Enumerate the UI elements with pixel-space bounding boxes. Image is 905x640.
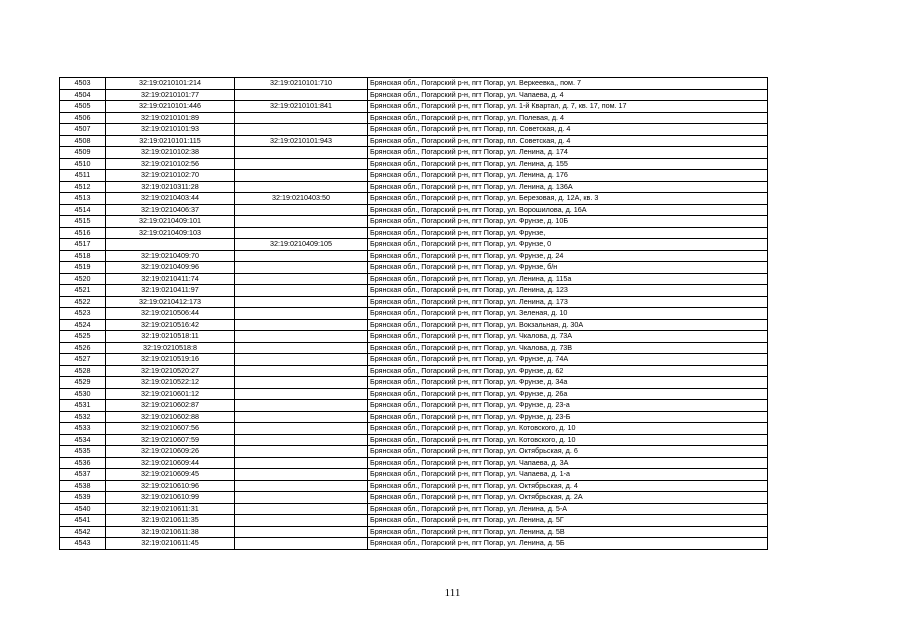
related-cadastral-number-cell: 32:19:0210403:50 [235,193,368,205]
cadastral-number-cell: 32:19:0210101:214 [106,78,235,90]
table-row [60,158,768,170]
row-number-cell: 4525 [60,331,106,343]
cadastral-number-cell: 32:19:0210101:446 [106,101,235,113]
cadastral-number-cell: 32:19:0210607:59 [106,434,235,446]
address-cell: Брянская обл., Погарский р-н, пгт Погар, ул. Веркеевка,, пом. 7 [368,78,768,90]
cadastral-number-cell: 32:19:0210602:88 [106,411,235,423]
table-row [60,262,768,274]
address-cell: Брянская обл., Погарский р-н, пгт Погар, ул. 1-й Квартал, д. 7, кв. 17, пом. 17 [368,101,768,113]
related-cadastral-number-cell [235,296,368,308]
related-cadastral-number-cell [235,285,368,297]
related-cadastral-number-cell [235,503,368,515]
address-cell: Брянская обл., Погарский р-н, пгт Погар, ул. Фрунзе, б/н [368,262,768,274]
address-cell: Брянская обл., Погарский р-н, пгт Погар, ул. Фрунзе, д. 62 [368,365,768,377]
row-number-cell: 4536 [60,457,106,469]
row-number-cell: 4521 [60,285,106,297]
table-row [60,273,768,285]
row-number-cell: 4506 [60,112,106,124]
address-cell: Брянская обл., Погарский р-н, пгт Погар, ул. Березовая, д. 12А, кв. 3 [368,193,768,205]
row-number-cell: 4522 [60,296,106,308]
address-cell: Брянская обл., Погарский р-н, пгт Погар, ул. Ленина, д. 123 [368,285,768,297]
address-cell: Брянская обл., Погарский р-н, пгт Погар, пл. Советская, д. 4 [368,124,768,136]
related-cadastral-number-cell [235,262,368,274]
related-cadastral-number-cell: 32:19:0210101:710 [235,78,368,90]
row-number-cell: 4542 [60,526,106,538]
table-row [60,239,768,251]
related-cadastral-number-cell [235,538,368,550]
address-cell: Брянская обл., Погарский р-н, пгт Погар, ул. Ленина, д. 155 [368,158,768,170]
address-cell: Брянская обл., Погарский р-н, пгт Погар, ул. Чапаева, д. 4 [368,89,768,101]
related-cadastral-number-cell [235,216,368,228]
address-cell: Брянская обл., Погарский р-н, пгт Погар, ул. Фрунзе, д. 26а [368,388,768,400]
table-row [60,480,768,492]
address-cell: Брянская обл., Погарский р-н, пгт Погар, ул. Ленина, д. 136А [368,181,768,193]
row-number-cell: 4537 [60,469,106,481]
cadastral-number-cell: 32:19:0210411:74 [106,273,235,285]
related-cadastral-number-cell [235,515,368,527]
cadastral-number-cell: 32:19:0210409:70 [106,250,235,262]
table-row [60,216,768,228]
related-cadastral-number-cell [235,227,368,239]
row-number-cell: 4538 [60,480,106,492]
related-cadastral-number-cell [235,112,368,124]
cadastral-number-cell: 32:19:0210102:70 [106,170,235,182]
row-number-cell: 4504 [60,89,106,101]
related-cadastral-number-cell [235,446,368,458]
address-cell: Брянская обл., Погарский р-н, пгт Погар, ул. Октябрьская, д. 6 [368,446,768,458]
page-number: 111 [444,587,461,599]
address-cell: Брянская обл., Погарский р-н, пгт Погар, ул. Чапаева, д. 1-а [368,469,768,481]
related-cadastral-number-cell [235,480,368,492]
row-number-cell: 4514 [60,204,106,216]
related-cadastral-number-cell [235,181,368,193]
table-row [60,492,768,504]
cadastral-number-cell: 32:19:0210411:97 [106,285,235,297]
cadastral-number-cell: 32:19:0210520:27 [106,365,235,377]
related-cadastral-number-cell: 32:19:0210101:841 [235,101,368,113]
row-number-cell: 4505 [60,101,106,113]
cadastral-number-cell: 32:19:0210516:42 [106,319,235,331]
row-number-cell: 4516 [60,227,106,239]
table-row [60,388,768,400]
address-cell: Брянская обл., Погарский р-н, пгт Погар, ул. Ленина, д. 5В [368,526,768,538]
table-row [60,538,768,550]
table-row [60,135,768,147]
cadastral-number-cell: 32:19:0210609:26 [106,446,235,458]
cadastral-number-cell: 32:19:0210409:103 [106,227,235,239]
row-number-cell: 4507 [60,124,106,136]
cadastral-number-cell: 32:19:0210611:31 [106,503,235,515]
related-cadastral-number-cell [235,273,368,285]
address-cell: Брянская обл., Погарский р-н, пгт Погар, ул. Фрунзе, д. 74А [368,354,768,366]
row-number-cell: 4517 [60,239,106,251]
row-number-cell: 4518 [60,250,106,262]
related-cadastral-number-cell [235,377,368,389]
table-row [60,89,768,101]
related-cadastral-number-cell [235,434,368,446]
table-row [60,112,768,124]
address-cell: Брянская обл., Погарский р-н, пгт Погар, ул. Вокзальная, д. 30А [368,319,768,331]
table-row [60,227,768,239]
row-number-cell: 4515 [60,216,106,228]
cadastral-number-cell [106,239,235,251]
row-number-cell: 4520 [60,273,106,285]
table-row [60,124,768,136]
row-number-cell: 4528 [60,365,106,377]
related-cadastral-number-cell [235,342,368,354]
related-cadastral-number-cell [235,411,368,423]
table-row [60,354,768,366]
address-cell: Брянская обл., Погарский р-н, пгт Погар, ул. Фрунзе, д. 24 [368,250,768,262]
address-cell: Брянская обл., Погарский р-н, пгт Погар, ул. Ленина, д. 5Б [368,538,768,550]
cadastral-number-cell: 32:19:0210519:16 [106,354,235,366]
related-cadastral-number-cell [235,204,368,216]
related-cadastral-number-cell [235,319,368,331]
address-cell: Брянская обл., Погарский р-н, пгт Погар, ул. Фрунзе, 0 [368,239,768,251]
table-row [60,423,768,435]
address-cell: Брянская обл., Погарский р-н, пгт Погар, ул. Котовского, д. 10 [368,434,768,446]
table-row [60,400,768,412]
address-cell: Брянская обл., Погарский р-н, пгт Погар, ул. Фрунзе, д. 23-а [368,400,768,412]
address-cell: Брянская обл., Погарский р-н, пгт Погар, ул. Ленина, д. 5-А [368,503,768,515]
cadastral-number-cell: 32:19:0210409:101 [106,216,235,228]
row-number-cell: 4532 [60,411,106,423]
cadastral-number-cell: 32:19:0210101:77 [106,89,235,101]
row-number-cell: 4535 [60,446,106,458]
cadastral-number-cell: 32:19:0210610:99 [106,492,235,504]
table-row [60,469,768,481]
cadastral-number-cell: 32:19:0210609:45 [106,469,235,481]
table-row [60,181,768,193]
table-row [60,526,768,538]
row-number-cell: 4540 [60,503,106,515]
related-cadastral-number-cell [235,250,368,262]
row-number-cell: 4541 [60,515,106,527]
row-number-cell: 4511 [60,170,106,182]
cadastral-number-cell: 32:19:0210412:173 [106,296,235,308]
address-cell: Брянская обл., Погарский р-н, пгт Погар, ул. Фрунзе, д. 34а [368,377,768,389]
cadastral-number-cell: 32:19:0210102:38 [106,147,235,159]
related-cadastral-number-cell [235,89,368,101]
address-cell: Брянская обл., Погарский р-н, пгт Погар, ул. Котовского, д. 10 [368,423,768,435]
row-number-cell: 4530 [60,388,106,400]
row-number-cell: 4533 [60,423,106,435]
related-cadastral-number-cell [235,388,368,400]
row-number-cell: 4529 [60,377,106,389]
related-cadastral-number-cell [235,526,368,538]
row-number-cell: 4543 [60,538,106,550]
row-number-cell: 4539 [60,492,106,504]
related-cadastral-number-cell [235,308,368,320]
table-row [60,193,768,205]
address-cell: Брянская обл., Погарский р-н, пгт Погар, ул. Ленина, д. 115а [368,273,768,285]
table-row [60,170,768,182]
cadastral-number-cell: 32:19:0210506:44 [106,308,235,320]
cadastral-number-cell: 32:19:0210522:12 [106,377,235,389]
row-number-cell: 4508 [60,135,106,147]
cadastral-number-cell: 32:19:0210409:96 [106,262,235,274]
cadastral-number-cell: 32:19:0210611:45 [106,538,235,550]
cadastral-number-cell: 32:19:0210611:38 [106,526,235,538]
table-row [60,78,768,90]
row-number-cell: 4534 [60,434,106,446]
table-row [60,308,768,320]
table-row [60,250,768,262]
row-number-cell: 4510 [60,158,106,170]
table-row [60,365,768,377]
cadastral-number-cell: 32:19:0210610:96 [106,480,235,492]
related-cadastral-number-cell: 32:19:0210101:943 [235,135,368,147]
related-cadastral-number-cell [235,400,368,412]
row-number-cell: 4523 [60,308,106,320]
cadastral-number-cell: 32:19:0210101:115 [106,135,235,147]
row-number-cell: 4519 [60,262,106,274]
related-cadastral-number-cell [235,457,368,469]
related-cadastral-number-cell [235,147,368,159]
address-cell: Брянская обл., Погарский р-н, пгт Погар, ул. Октябрьская, д. 4 [368,480,768,492]
cadastral-number-cell: 32:19:0210602:87 [106,400,235,412]
table-row [60,411,768,423]
table-row [60,319,768,331]
related-cadastral-number-cell [235,124,368,136]
cadastral-number-cell: 32:19:0210609:44 [106,457,235,469]
row-number-cell: 4512 [60,181,106,193]
cadastral-number-cell: 32:19:0210406:37 [106,204,235,216]
row-number-cell: 4531 [60,400,106,412]
related-cadastral-number-cell [235,423,368,435]
related-cadastral-number-cell [235,354,368,366]
address-cell: Брянская обл., Погарский р-н, пгт Погар, ул. Ленина, д. 176 [368,170,768,182]
cadastral-number-cell: 32:19:0210101:89 [106,112,235,124]
address-cell: Брянская обл., Погарский р-н, пгт Погар, ул. Октябрьская, д. 2А [368,492,768,504]
address-cell: Брянская обл., Погарский р-н, пгт Погар, пл. Советская, д. 4 [368,135,768,147]
row-number-cell: 4526 [60,342,106,354]
row-number-cell: 4524 [60,319,106,331]
table-row [60,101,768,113]
cadastral-number-cell: 32:19:0210518:8 [106,342,235,354]
address-cell: Брянская обл., Погарский р-н, пгт Погар, ул. Фрунзе, д. 23-Б [368,411,768,423]
table-row [60,515,768,527]
registry-table-body [60,78,768,550]
address-cell: Брянская обл., Погарский р-н, пгт Погар, ул. Полевая, д. 4 [368,112,768,124]
address-cell: Брянская обл., Погарский р-н, пгт Погар, ул. Ленина, д. 5Г [368,515,768,527]
cadastral-number-cell: 32:19:0210611:35 [106,515,235,527]
property-registry-table [59,77,768,550]
table-row [60,503,768,515]
cadastral-number-cell: 32:19:0210518:11 [106,331,235,343]
table-row [60,204,768,216]
row-number-cell: 4503 [60,78,106,90]
table-row [60,377,768,389]
table-row [60,446,768,458]
table-row [60,457,768,469]
table-row [60,296,768,308]
table-row [60,285,768,297]
related-cadastral-number-cell [235,158,368,170]
address-cell: Брянская обл., Погарский р-н, пгт Погар, ул. Зеленая, д. 10 [368,308,768,320]
related-cadastral-number-cell [235,331,368,343]
table-row [60,342,768,354]
address-cell: Брянская обл., Погарский р-н, пгт Погар, ул. Ленина, д. 173 [368,296,768,308]
address-cell: Брянская обл., Погарский р-н, пгт Погар, ул. Фрунзе, [368,227,768,239]
row-number-cell: 4513 [60,193,106,205]
table-row [60,331,768,343]
related-cadastral-number-cell [235,492,368,504]
cadastral-number-cell: 32:19:0210101:93 [106,124,235,136]
cadastral-number-cell: 32:19:0210311:28 [106,181,235,193]
cadastral-number-cell: 32:19:0210403:44 [106,193,235,205]
address-cell: Брянская обл., Погарский р-н, пгт Погар, ул. Чкалова, д. 73А [368,331,768,343]
table-row [60,434,768,446]
cadastral-number-cell: 32:19:0210601:12 [106,388,235,400]
related-cadastral-number-cell [235,469,368,481]
row-number-cell: 4509 [60,147,106,159]
address-cell: Брянская обл., Погарский р-н, пгт Погар, ул. Чапаева, д. 3А [368,457,768,469]
cadastral-number-cell: 32:19:0210102:56 [106,158,235,170]
cadastral-number-cell: 32:19:0210607:56 [106,423,235,435]
related-cadastral-number-cell [235,365,368,377]
address-cell: Брянская обл., Погарский р-н, пгт Погар, ул. Фрунзе, д. 10Б [368,216,768,228]
related-cadastral-number-cell [235,170,368,182]
address-cell: Брянская обл., Погарский р-н, пгт Погар, ул. Ленина, д. 174 [368,147,768,159]
address-cell: Брянская обл., Погарский р-н, пгт Погар, ул. Чкалова, д. 73В [368,342,768,354]
table-row [60,147,768,159]
related-cadastral-number-cell: 32:19:0210409:105 [235,239,368,251]
address-cell: Брянская обл., Погарский р-н, пгт Погар, ул. Ворошилова, д. 16А [368,204,768,216]
row-number-cell: 4527 [60,354,106,366]
